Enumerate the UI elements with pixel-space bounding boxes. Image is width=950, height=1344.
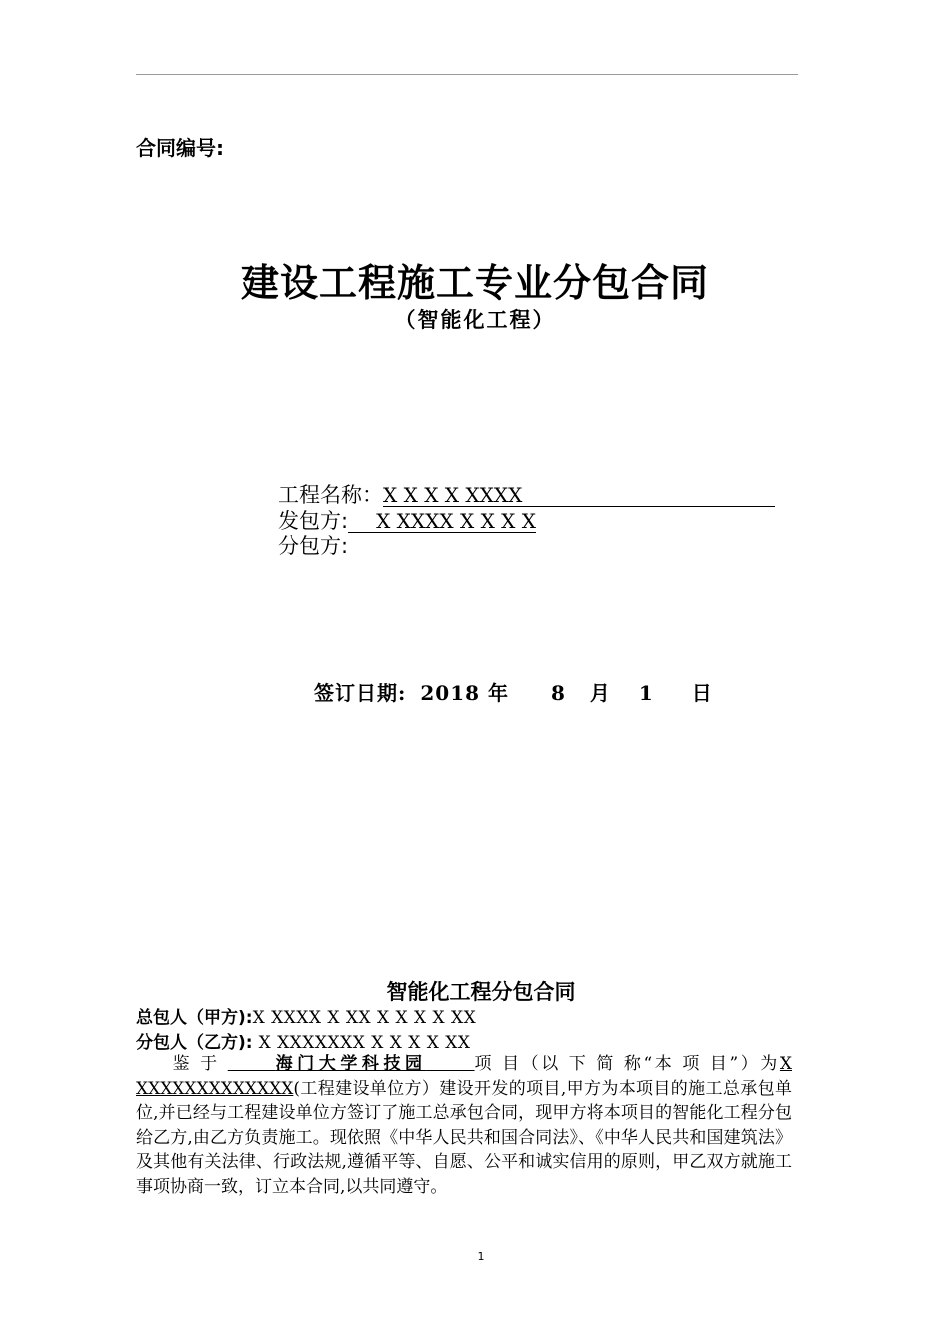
preamble-mid: 项 目（以 下 简 称“本 项 目”）为 bbox=[474, 1054, 780, 1074]
project-underline bbox=[228, 1054, 475, 1074]
document-subtitle: （智能化工程） bbox=[394, 308, 556, 332]
party-a-label: 总包人（甲方): bbox=[136, 1008, 253, 1028]
subcontractor-line bbox=[278, 530, 348, 560]
party-a-line bbox=[136, 1003, 476, 1028]
project-name-value: X X X X XXXX bbox=[383, 484, 775, 507]
preamble-prefix: 鉴 于 bbox=[170, 1054, 228, 1074]
sign-date-day-unit: 日 bbox=[691, 681, 713, 705]
party-b-value: X XXXXXXX X X X X XX bbox=[258, 1033, 471, 1053]
section-title: 智能化工程分包合同 bbox=[386, 980, 576, 1004]
page-number: 1 bbox=[477, 1250, 485, 1263]
contract-number-label: 合同编号: bbox=[136, 136, 224, 160]
owner-name: X XXXXXXXXXXXXX bbox=[136, 1054, 792, 1099]
header-rule bbox=[136, 74, 798, 75]
project-name-label: 工程名称： bbox=[278, 483, 383, 507]
party-a-value: X XXXX X XX X X X X XX bbox=[252, 1008, 477, 1028]
sign-date-day: 1 bbox=[638, 681, 654, 705]
party-b-label: 分包人（乙方): bbox=[136, 1033, 253, 1053]
sign-date-year-unit: 年 bbox=[488, 681, 509, 705]
sign-date-month: 8 bbox=[550, 681, 566, 705]
sign-date-year: 2018 bbox=[420, 681, 481, 705]
preamble-rest: (工程建设单位方）建设开发的项目,甲方为本项目的施工总承包单位,并已经与工程建设单位方签订了施工总承包合同，现甲方将本项目的智能化工程分包给乙方,由乙方负责施工。现依照《中华人民共和国合同法》、《中华人民共和国建筑法》及其他有关法律、行政法规,遵循平等、自愿、公平和诚实信用的原则，甲乙双方就施工事项协商一致，订立本合同,以共同遵守。 bbox=[136, 1078, 792, 1197]
contractor-label: 发包方: bbox=[278, 509, 349, 533]
contract-preamble bbox=[136, 1052, 792, 1199]
sign-date bbox=[314, 677, 713, 706]
document-title: 建设工程施工专业分包合同 bbox=[240, 261, 709, 305]
contractor-value: X XXXX X X X X bbox=[348, 510, 536, 533]
party-b-line bbox=[136, 1028, 470, 1053]
subcontractor-label: 分包方: bbox=[278, 534, 349, 558]
project-name: 海门大学科技园 bbox=[275, 1054, 427, 1074]
sign-date-label: 签订日期: bbox=[314, 681, 407, 705]
sign-date-month-unit: 月 bbox=[589, 681, 611, 705]
